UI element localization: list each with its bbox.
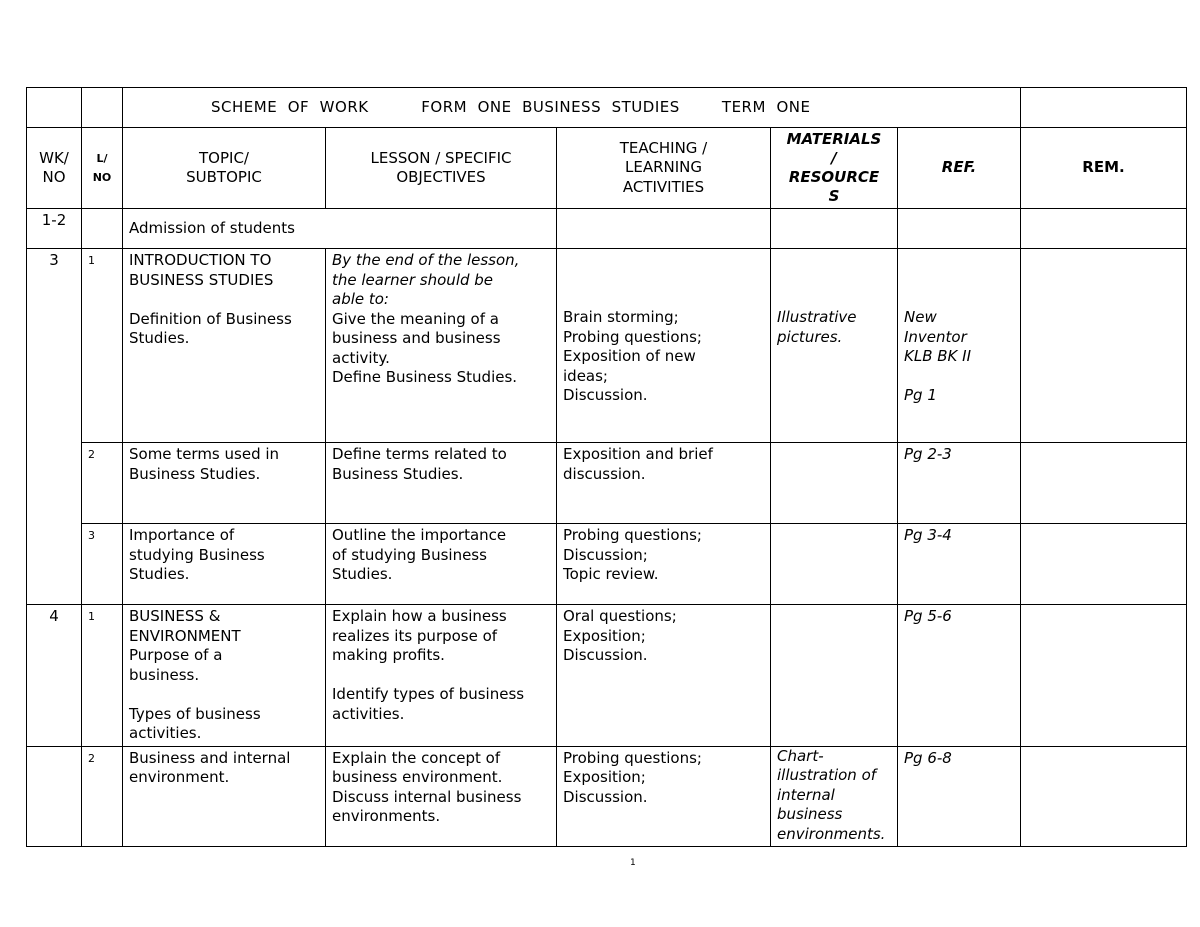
- objective-cell: Define terms related to Business Studies.: [326, 443, 557, 524]
- week-cell: 4: [27, 605, 82, 747]
- col-header-materials: MATERIALS / RESOURCE S: [771, 128, 898, 209]
- objective-cell: Explain how a business realizes its purpose of making profits. Identify types of business activities.: [326, 605, 557, 747]
- activities-cell: Oral questions; Exposition; Discussion.: [557, 605, 771, 747]
- topic-cell: BUSINESS & ENVIRONMENT Purpose of a business. Types of business activities.: [123, 605, 326, 747]
- col-header-teaching: TEACHING / LEARNING ACTIVITIES: [557, 128, 771, 209]
- column-header-row: [27, 128, 1187, 209]
- topic-cell: Some terms used in Business Studies.: [123, 443, 326, 524]
- activities-cell: Brain storming; Probing questions; Exposition of new ideas; Discussion.: [557, 249, 771, 443]
- topic-cell: Importance of studying Business Studies.: [123, 524, 326, 605]
- materials-cell: [771, 605, 898, 747]
- remarks-cell: [1021, 524, 1187, 605]
- lesson-number-cell: 2: [82, 746, 123, 847]
- week-cell: 1-2: [27, 209, 82, 249]
- document-title: SCHEME OF WORK FORM ONE BUSINESS STUDIES TERM ONE: [123, 88, 1021, 128]
- table-row: [27, 605, 1187, 747]
- objective-cell: Explain the concept of business environment. Discuss internal business environments.: [326, 746, 557, 847]
- lesson-number-cell: 1: [82, 605, 123, 747]
- topic-cell: Business and internal environment.: [123, 746, 326, 847]
- objective-cell: [326, 249, 557, 443]
- col-header-topic: TOPIC/ SUBTOPIC: [123, 128, 326, 209]
- objective-cell: Outline the importance of studying Business Studies.: [326, 524, 557, 605]
- scheme-of-work-table: [26, 87, 1187, 847]
- materials-cell: Illustrative pictures.: [771, 249, 898, 443]
- remarks-cell: [1021, 249, 1187, 443]
- col-header-wk: WK/ NO: [27, 128, 82, 209]
- ref-cell: Pg 6-8: [898, 746, 1021, 847]
- ref-cell: Pg 2-3: [898, 443, 1021, 524]
- remarks-cell: [1021, 746, 1187, 847]
- ref-cell: New Inventor KLB BK II Pg 1: [898, 249, 1021, 443]
- table-row: [27, 443, 1187, 524]
- ref-cell: Pg 5-6: [898, 605, 1021, 747]
- col-header-lesson: LESSON / SPECIFIC OBJECTIVES: [326, 128, 557, 209]
- remarks-cell: [1021, 443, 1187, 524]
- lesson-number-cell: 3: [82, 524, 123, 605]
- objective-intro: By the end of the lesson, the learner should be able to:: [332, 251, 520, 308]
- table-row: [27, 209, 1187, 249]
- table-row: [27, 746, 1187, 847]
- page-number: 1: [630, 858, 636, 868]
- table-row: [27, 524, 1187, 605]
- week-cell: [27, 746, 82, 847]
- remarks-cell: [1021, 605, 1187, 747]
- col-header-ref: REF.: [898, 128, 1021, 209]
- activities-cell: Probing questions; Exposition; Discussion.: [557, 746, 771, 847]
- materials-cell: Chart- illustration of internal business environments.: [771, 746, 898, 847]
- activities-cell: Probing questions; Discussion; Topic review.: [557, 524, 771, 605]
- col-header-lno: L/ NO: [82, 128, 123, 209]
- table-row: [27, 249, 1187, 443]
- lesson-number-cell: 2: [82, 443, 123, 524]
- title-row: [27, 88, 1187, 128]
- ref-cell: Pg 3-4: [898, 524, 1021, 605]
- materials-cell: [771, 443, 898, 524]
- objective-text: Give the meaning of a business and business activity. Define Business Studies.: [332, 309, 518, 386]
- week-cell: 3: [27, 249, 82, 605]
- materials-cell: [771, 524, 898, 605]
- topic-cell: Admission of students: [123, 209, 557, 249]
- activities-cell: Exposition and brief discussion.: [557, 443, 771, 524]
- lesson-number-cell: 1: [82, 249, 123, 443]
- topic-cell: INTRODUCTION TO BUSINESS STUDIES Definition of Business Studies.: [123, 249, 326, 443]
- col-header-rem: REM.: [1021, 128, 1187, 209]
